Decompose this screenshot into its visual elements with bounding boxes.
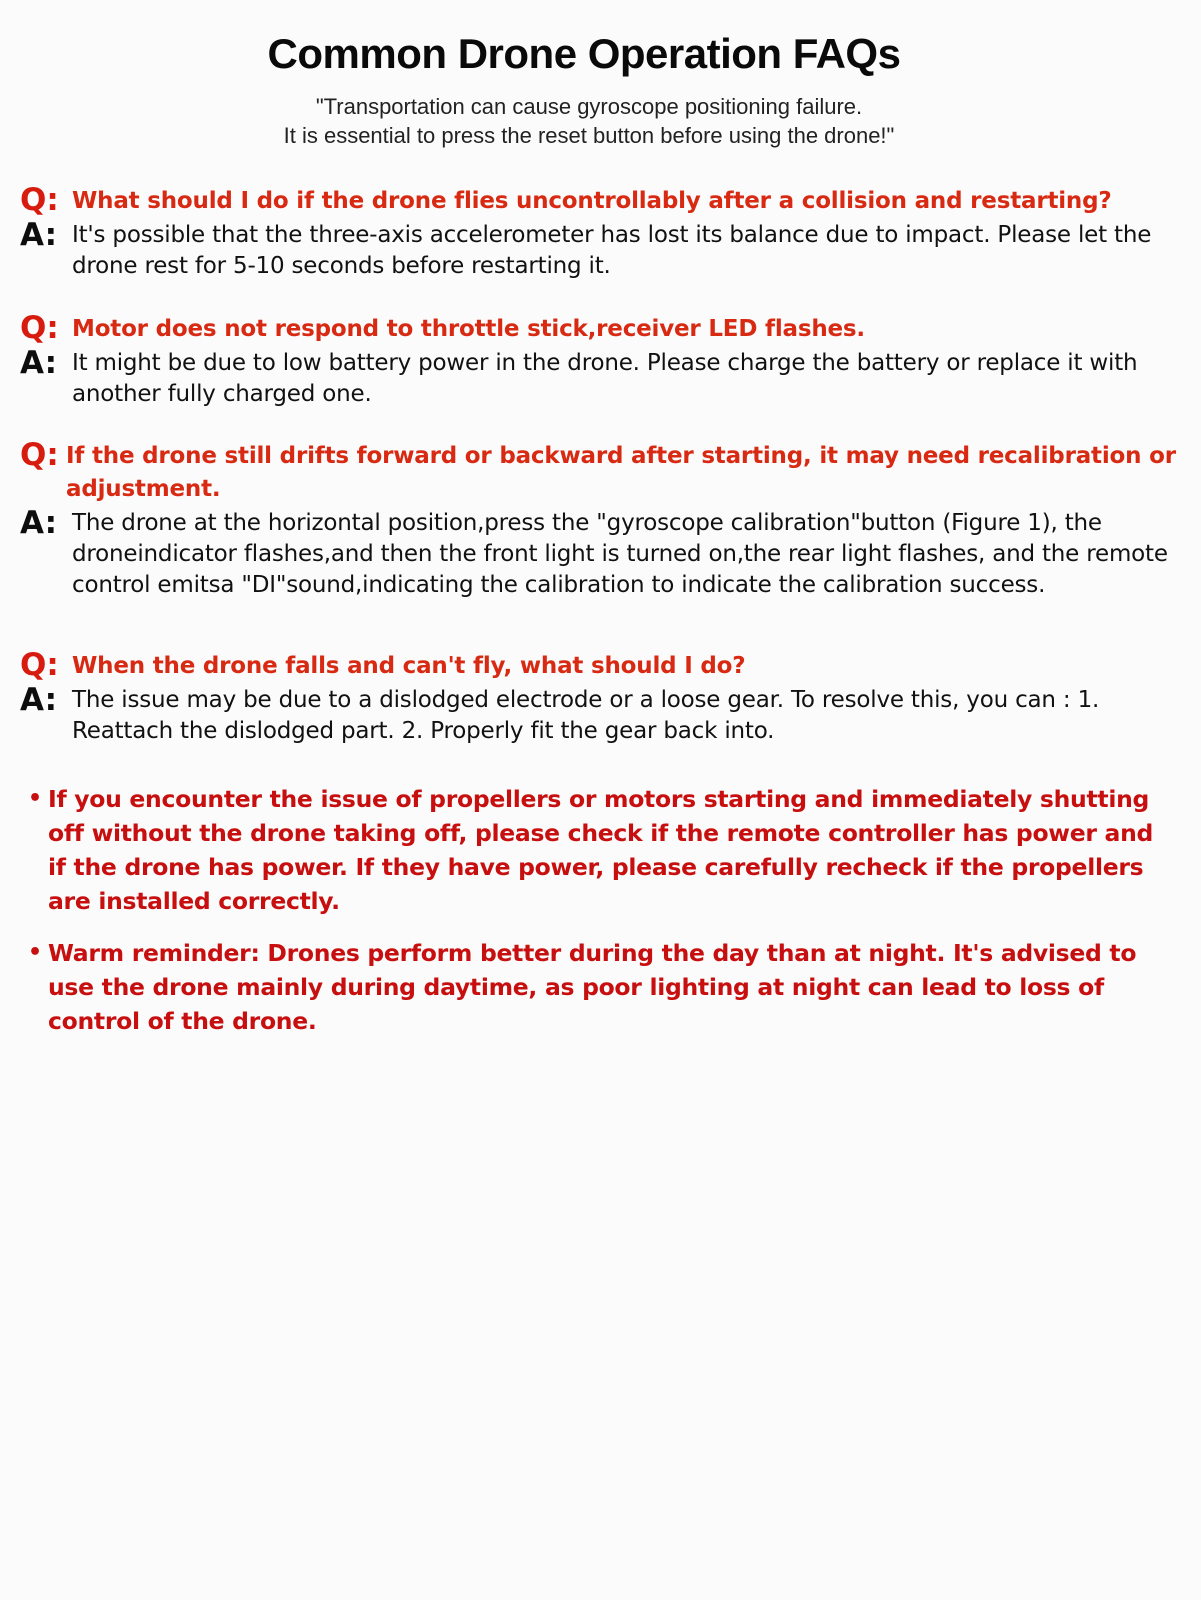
- question-marker: Q:: [20, 437, 59, 473]
- faq-question: If the drone still drifts forward or backward after starting, it may need recalibration or adjustment.: [66, 443, 1176, 502]
- answer-marker: A:: [20, 682, 57, 718]
- question-marker: Q:: [20, 182, 59, 218]
- faq-answer-row: [20, 505, 1180, 601]
- faq-answer-row: [20, 217, 1180, 282]
- faq-question-row: [20, 437, 1180, 506]
- note-text: If you encounter the issue of propellers or motors starting and immediately shutting off without the drone taking off, please check if the remote controller has power and if the drone has power. If they have power, please carefully recheck if the propellers are installed correctly.: [48, 785, 1154, 915]
- subtitle-line-1: "Transportation can cause gyroscope positioning failure.: [315, 94, 863, 119]
- faq-question: Motor does not respond to throttle stick,receiver LED flashes.: [72, 316, 865, 342]
- faq-item: [20, 647, 1180, 747]
- question-marker: Q:: [20, 647, 59, 683]
- faq-answer: It might be due to low battery power in the drone. Please charge the battery or replace it with another fully charged one.: [72, 350, 1138, 407]
- question-marker: Q:: [20, 310, 59, 346]
- faq-answer: The drone at the horizontal position,press the "gyroscope calibration"button (Figure 1), the droneindicator flashes,and then the front light is turned on,the rear light flashes, and the remote control emitsa "DI"sound,indicating the calibration to indicate the calibration success.: [72, 510, 1168, 598]
- page-subtitle: [0, 92, 1178, 150]
- faq-item: [20, 437, 1180, 601]
- faq-question-row: [20, 182, 1180, 218]
- faq-question-row: [20, 647, 1180, 683]
- faq-answer-row: [20, 345, 1180, 410]
- note-item: [28, 782, 1178, 918]
- faq-question-row: [20, 310, 1180, 346]
- faq-item: [20, 182, 1180, 282]
- subtitle-line-2: It is essential to press the reset button before using the drone!": [283, 123, 895, 148]
- note-text: Warm reminder: Drones perform better during the day than at night. It's advised to use the drone mainly during daytime, as poor lighting at night can lead to loss of control of the drone.: [48, 939, 1137, 1035]
- faq-question: When the drone falls and can't fly, what should I do?: [72, 653, 746, 679]
- note-item: [28, 936, 1178, 1038]
- faq-answer: The issue may be due to a dislodged electrode or a loose gear. To resolve this, you can : 1. Reattach the dislodged part. 2. Properly fit the gear back into.: [72, 687, 1100, 744]
- faq-question: What should I do if the drone flies uncontrollably after a collision and restarting?: [72, 188, 1112, 214]
- faq-item: [20, 310, 1180, 410]
- answer-marker: A:: [20, 345, 57, 381]
- bullet-icon: •: [28, 940, 43, 965]
- faq-answer: It's possible that the three-axis accelerometer has lost its balance due to impact. Please let the drone rest for 5-10 seconds before restarting it.: [72, 222, 1152, 279]
- faq-answer-row: [20, 682, 1180, 747]
- page-title: Common Drone Operation FAQs: [267, 30, 901, 77]
- answer-marker: A:: [20, 217, 57, 253]
- bullet-icon: •: [28, 786, 43, 811]
- answer-marker: A:: [20, 505, 57, 541]
